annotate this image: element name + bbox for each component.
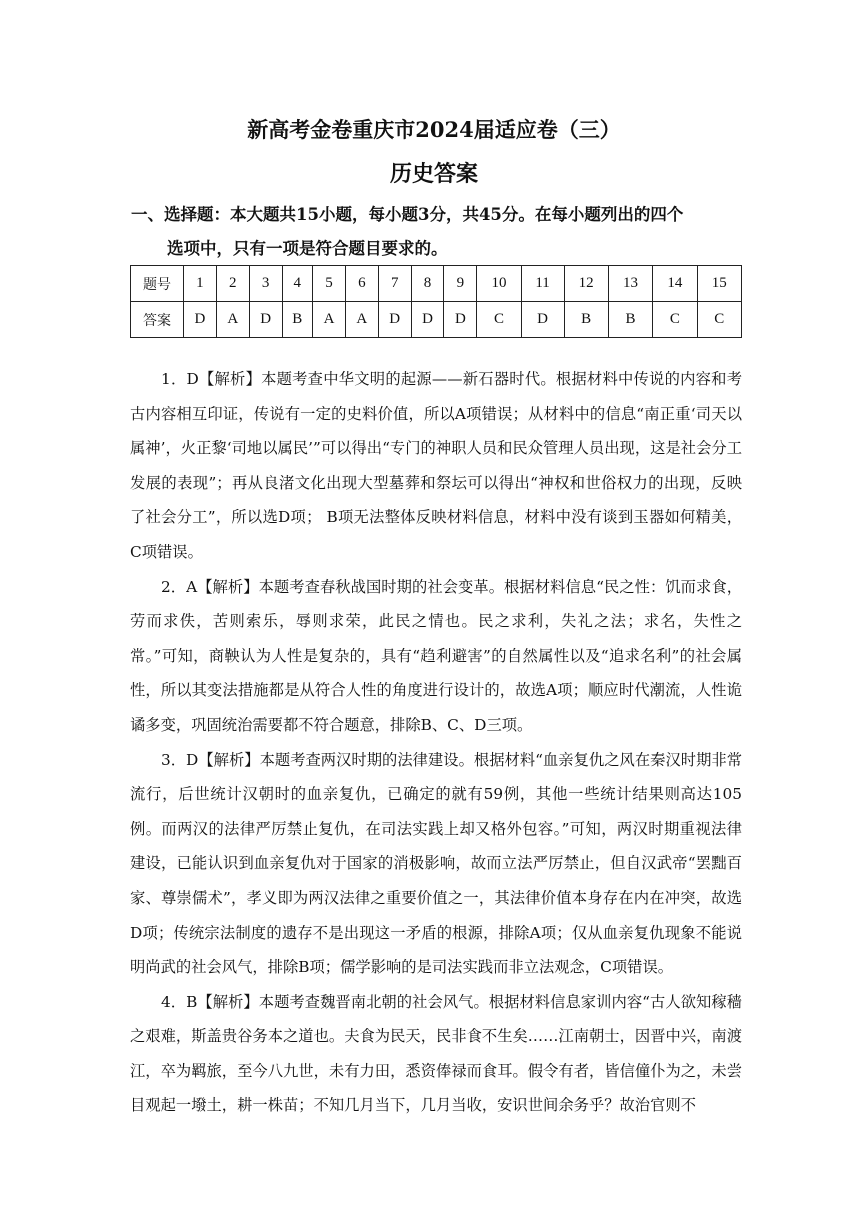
answer-cell: A — [345, 302, 378, 338]
answer-cell: B — [564, 302, 608, 338]
answer-cell: D — [249, 302, 282, 338]
answer-cell: D — [378, 302, 411, 338]
answer-table — [130, 265, 742, 338]
document-subtitle: 历史答案 — [389, 161, 478, 187]
answer-cell: D — [521, 302, 564, 338]
answer-cell: B — [282, 302, 313, 338]
section-heading — [131, 198, 751, 266]
document-title: 新高考金卷重庆市2024届适应卷（三） — [247, 117, 621, 142]
question-number-cell: 3 — [249, 266, 282, 302]
question-number-cell: 8 — [411, 266, 444, 302]
question-number-cell: 6 — [345, 266, 378, 302]
question-number-cell: 15 — [697, 266, 741, 302]
question-number-cell: 1 — [184, 266, 217, 302]
answer-cell: C — [697, 302, 741, 338]
question-number-cell: 4 — [282, 266, 313, 302]
question-number-cell: 9 — [444, 266, 477, 302]
question-number-cell: 13 — [608, 266, 652, 302]
section-heading-line2: 选项中，只有一项是符合题目要求的。 — [167, 239, 448, 258]
explanation-paragraph: 1．D【解析】本题考查中华文明的起源——新石器时代。根据材料中传说的内容和考古内容相互印证，传说有一定的史料价值，所以A项错误；从材料中的信息“南正重‘司天以属神’，火正黎‘司地以属民’”可以得出“专门的神职人员和民众管理人员出现，这是社会分工发展的表现”；再从良渚文化出现大型墓葬和祭坛可以得出“神权和世俗权力的出现，反映了社会分工”，所以选D项； B项无法整体反映材料信息，材料中没有谈到玉器如何精美，C项错误。 — [130, 370, 742, 561]
answer-cell: A — [216, 302, 249, 338]
answer-cell: B — [608, 302, 652, 338]
question-number-row — [131, 266, 742, 302]
answer-header: 答案 — [131, 302, 184, 338]
question-number-cell: 12 — [564, 266, 608, 302]
explanation-paragraph: 3．D【解析】本题考查两汉时期的法律建设。根据材料“血亲复仇之风在秦汉时期非常流行，后世统计汉朝时的血亲复仇，已确定的就有59例，其他一些统计结果则高达105例。而两汉的法律严厉禁止复仇，在司法实践上却又格外包容。”可知，两汉时期重视法律建设，已能认识到血亲复仇对于国家的消极影响，故而立法严厉禁止，但自汉武帝“罢黜百家、尊崇儒术”，孝义即为两汉法律之重要价值之一，其法律价值本身存在内在冲突，故选D项；传统宗法制度的遗存不是出现这一矛盾的根源，排除A项；仅从血亲复仇现象不能说明尚武的社会风气，排除B项；儒学影响的是司法实践而非立法观念，C项错误。 — [130, 750, 742, 977]
question-number-cell: 2 — [216, 266, 249, 302]
answer-cell: C — [477, 302, 521, 338]
question-number-header: 题号 — [131, 266, 184, 302]
explanation-paragraph: 2．A【解析】本题考查春秋战国时期的社会变革。根据材料信息“民之性：饥而求食，劳而求佚，苦则索乐，辱则求荣，此民之情也。民之求利，失礼之法；求名，失性之常。”可知，商鞅认为人性是复杂的，具有“趋利避害”的自然属性以及“追求名利”的社会属性，所以其变法措施都是从符合人性的角度进行设计的，故选A项；顺应时代潮流，人性诡谲多变，巩固统治需要都不符合题意，排除B、C、D三项。 — [130, 577, 742, 734]
answer-cell: C — [653, 302, 697, 338]
explanation-body — [130, 362, 742, 1123]
answer-cell: D — [411, 302, 444, 338]
answer-cell: A — [313, 302, 346, 338]
question-number-cell: 10 — [477, 266, 521, 302]
answer-cell: D — [444, 302, 477, 338]
explanation-paragraph: 4．B【解析】本题考查魏晋南北朝的社会风气。根据材料信息家训内容“古人欲知稼穑之艰难，斯盖贵谷务本之道也。夫食为民天，民非食不生矣……江南朝士，因晋中兴，南渡江，卒为羁旅，至今八九世，未有力田，悉资俸禄而食耳。假令有者，皆信僮仆为之，未尝目观起一墢土，耕一株苗；不知几月当下，几月当收，安识世间余务乎？故治官则不 — [130, 992, 742, 1115]
question-number-cell: 5 — [313, 266, 346, 302]
answer-row — [131, 302, 742, 338]
question-number-cell: 14 — [653, 266, 697, 302]
answer-cell: D — [184, 302, 217, 338]
question-number-cell: 11 — [521, 266, 564, 302]
section-heading-line1: 一、选择题：本大题共15小题，每小题3分，共45分。在每小题列出的四个 — [131, 205, 684, 224]
question-number-cell: 7 — [378, 266, 411, 302]
